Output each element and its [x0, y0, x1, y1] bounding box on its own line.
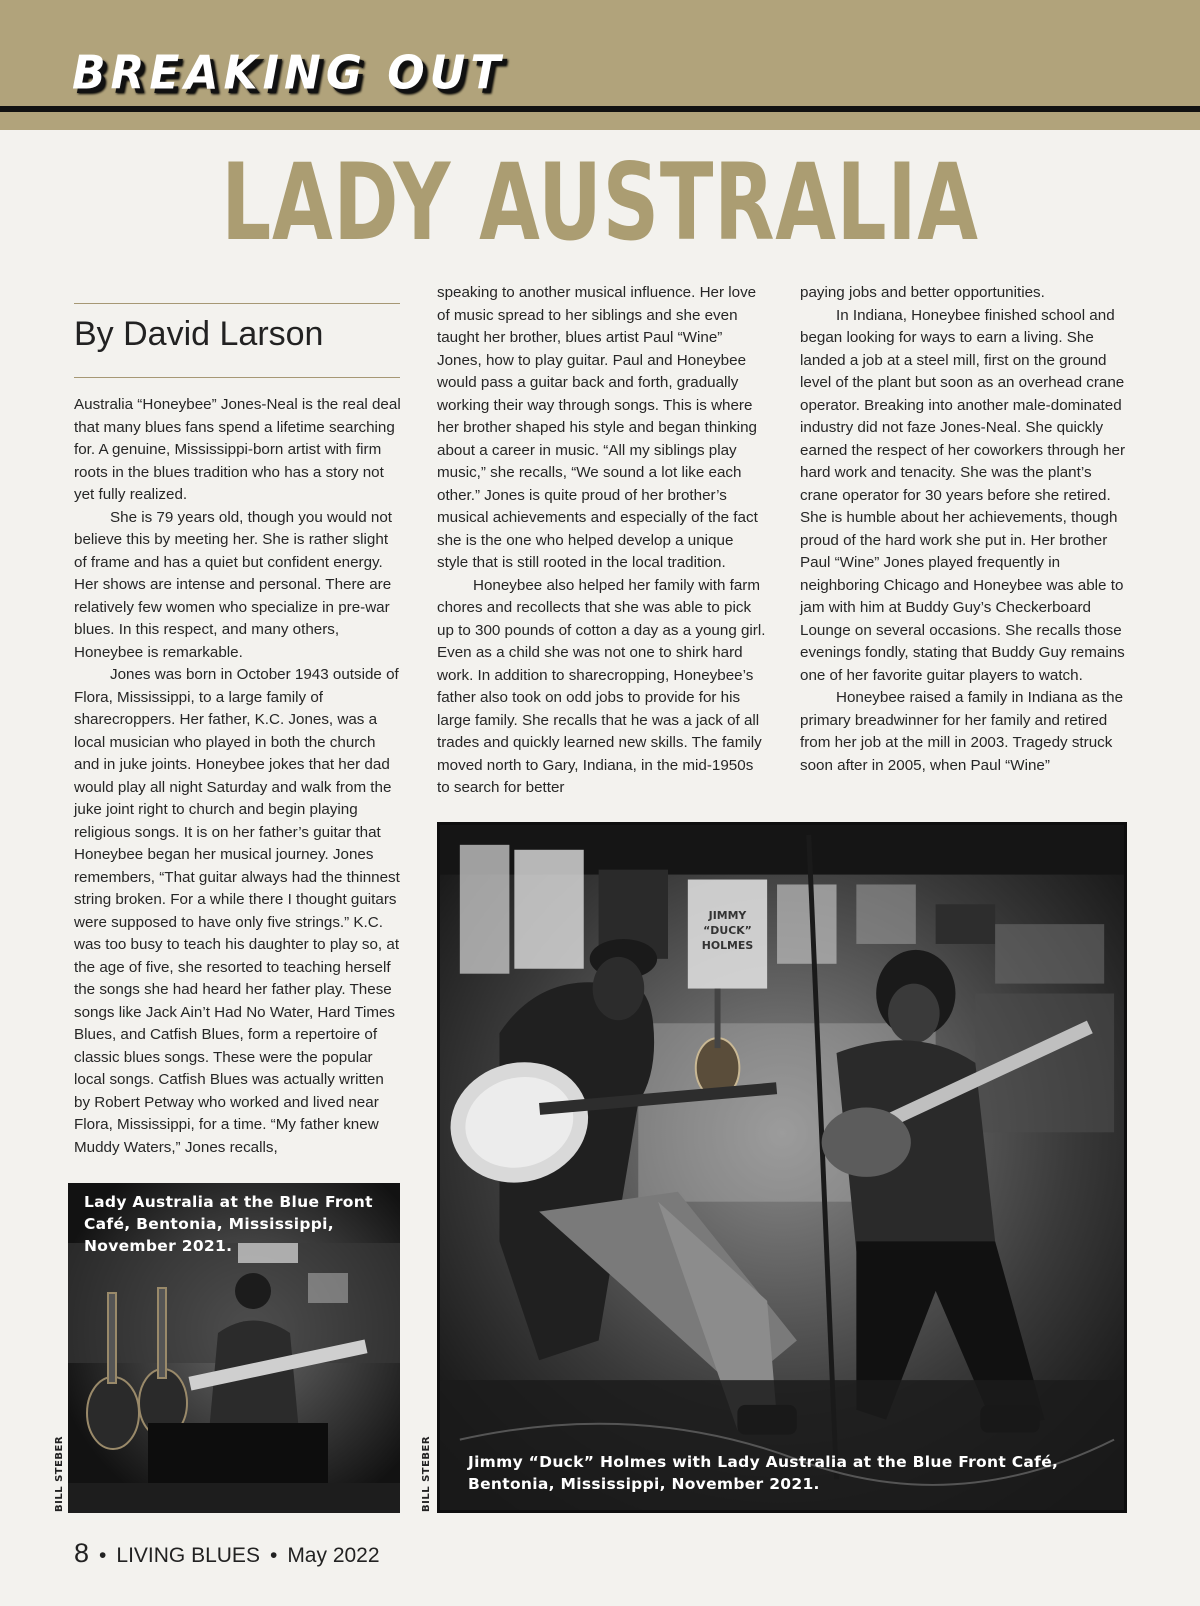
paragraph: Honeybee raised a family in Indiana as the primary breadwinner for her family and retired from her job at the mill in 2003. Tragedy struck soon after in 2005, when Paul “Wine”: [800, 689, 1124, 774]
article-column-1: [74, 394, 404, 1159]
paragraph: She is 79 years old, though you would not believe this by meeting her. She is rather slight of frame and has a quiet but confident energy. Her shows are intense and personal. There are relatively few women who specialize in pre-war blues. In this respect, and many others, Honeybee is remarkable.: [74, 508, 392, 661]
paragraph: Honeybee also helped her family with farm chores and recollects that she was able to pick up to 300 pounds of cotton a day as a young girl. Even as a child she was not one to shirk hard work. In addition to sharecropping, Honeybee’s father also took on odd jobs to provide for his large family. She recalls that he was a jack of all trades and quickly learned new skills. The family moved north to Gary, Indiana, in the mid-1950s to search for better: [437, 576, 766, 796]
photo-jimmy-duck-holmes: [437, 822, 1127, 1513]
photo-caption: Lady Australia at the Blue Front Café, Bentonia, Mississippi, November 2021.: [84, 1193, 373, 1255]
byline-rule-bottom: [74, 377, 400, 378]
photo-caption: Jimmy “Duck” Holmes with Lady Australia at the Blue Front Café, Bentonia, Mississippi, November 2021.: [468, 1453, 1059, 1493]
magazine-name: LIVING BLUES: [116, 1544, 260, 1567]
poster-line: “DUCK”: [703, 924, 752, 938]
paragraph: speaking to another musical influence. Her love of music spread to her siblings and she even taught her brother, blues artist Paul “Wine” Jones, how to play guitar. Paul and Honeybee would pass a guitar back and forth, gradually working their way through songs. This is where her brother shaped his style and began thinking about a career in music. “All my siblings play music,” she recalls, “We sound a lot like each other.” Jones is quite proud of her brother’s musical achievements and especially of the fact she is the one who helped develop a unique style that is still rooted in the local tradition.: [437, 284, 758, 571]
page-number: 8: [74, 1538, 90, 1568]
issue-date: May 2022: [287, 1544, 380, 1567]
paragraph: paying jobs and better opportunities.: [800, 284, 1045, 301]
section-label: BREAKING OUT: [72, 46, 506, 101]
article-column-2: [437, 282, 767, 800]
photo-credit: BILL STEBER: [54, 1435, 65, 1512]
page-footer: [74, 1538, 380, 1569]
byline: By David Larson: [74, 315, 324, 353]
photo-lady-australia: [68, 1183, 400, 1513]
footer-bullet: •: [269, 1544, 278, 1567]
photo-illustration: [440, 825, 1124, 1510]
poster-line: HOLMES: [701, 938, 754, 952]
article-column-3: [800, 282, 1130, 777]
byline-rule-top: [74, 303, 400, 304]
header-band-lower: [0, 112, 1200, 130]
paragraph: Jones was born in October 1943 outside of Flora, Mississippi, to a large family of sharecroppers. Her father, K.C. Jones, was a local musician who played in both the church and in juke joints. Honeybee jokes that her dad would play all night Saturday and walk from the juke joint right to church and begin playing religious songs. It is on her father’s guitar that Honeybee began her musical journey. Jones remembers, “That guitar always had the thinnest string broken. For a while there I thought guitars were supposed to have only five strings.” K.C. was too busy to teach his daughter to play so, at the age of five, she resorted to teaching herself the songs she had heard her father play. These songs like Jack Ain’t Had No Water, Hard Times Blues, and Catfish Blues, form a repertoire of classic blues songs. These were the popular local songs. Catfish Blues was actually written by Robert Petway who worked and lived near Flora, Mississippi, for a time. “My father knew Muddy Waters,” Jones recalls,: [74, 666, 400, 1156]
footer-bullet: •: [99, 1544, 107, 1567]
headline: LADY AUSTRALIA: [221, 141, 979, 264]
paragraph: In Indiana, Honeybee finished school and began looking for ways to earn a living. She landed a job at a steel mill, first on the ground level of the plant but soon as an overhead crane operator. Breaking into another male-dominated industry did not faze Jones-Neal. She quickly earned the respect of her coworkers through her hard work and tenacity. She was the plant’s crane operator for 30 years before she retired. She is humble about her achievements, though proud of the hard work she put in. Her brother Paul “Wine” Jones played frequently in neighboring Chicago and Honeybee was able to jam with him at Buddy Guy’s Checkerboard Lounge on several occasions. She recalls those evenings fondly, stating that Buddy Guy remains one of her favorite guitar players to watch.: [800, 306, 1126, 684]
paragraph: Australia “Honeybee” Jones-Neal is the real deal that many blues fans spend a lifetime searching for. A genuine, Mississippi-born artist with firm roots in the blues tradition who has a story not yet fully realized.: [74, 396, 401, 503]
poster-line: JIMMY: [708, 909, 747, 923]
photo-credit: BILL STEBER: [421, 1435, 432, 1512]
